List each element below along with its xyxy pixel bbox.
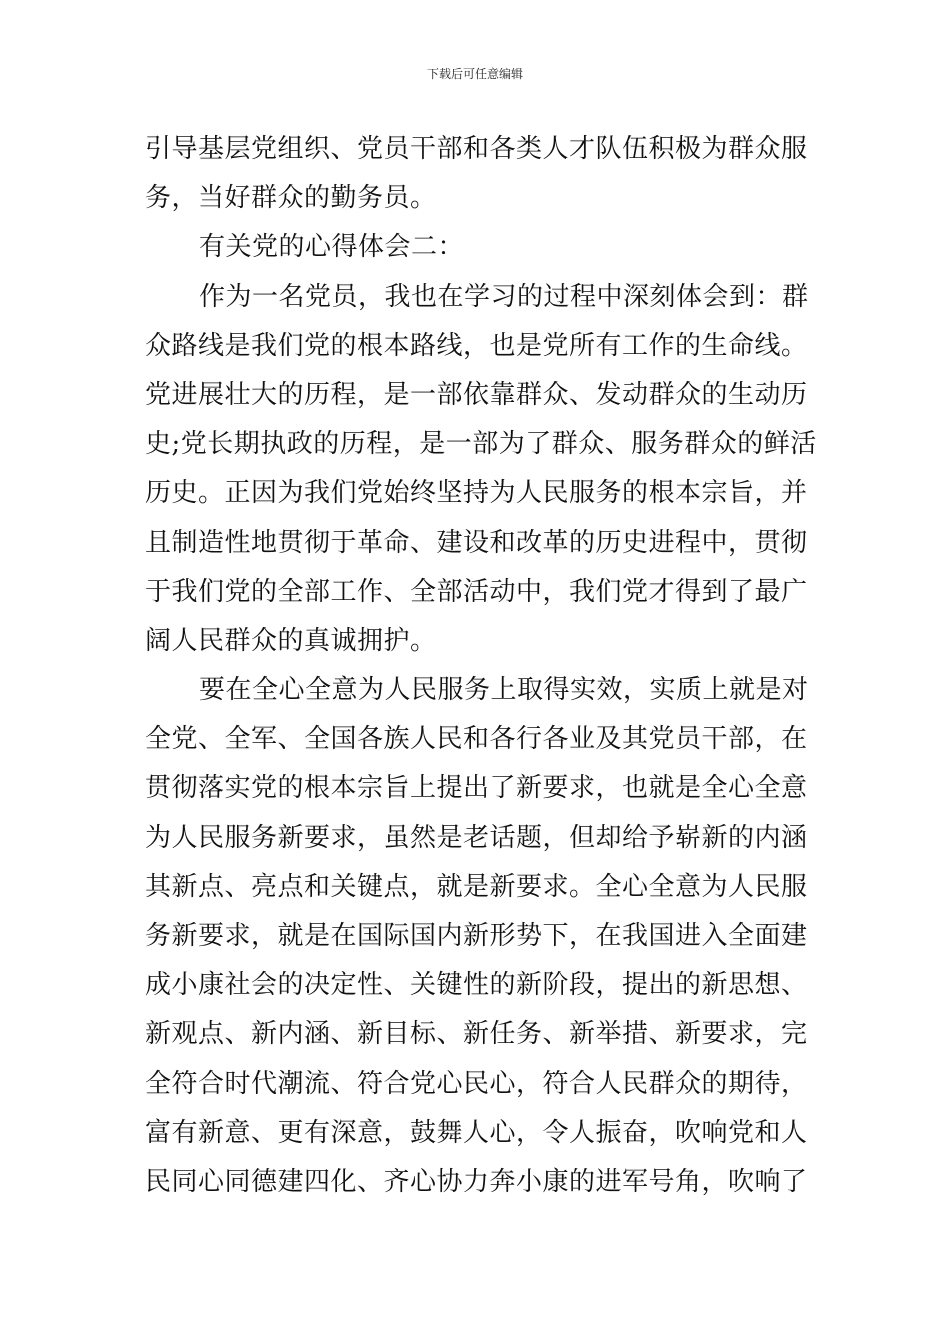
text-line: 于我们党的全部工作、全部活动中，我们党才得到了最广 bbox=[145, 576, 808, 607]
text-line: 全党、全军、全国各族人民和各行各业及其党员干部，在 bbox=[145, 724, 808, 755]
text-line: 贯彻落实党的根本宗旨上提出了新要求，也就是全心全意 bbox=[145, 773, 808, 804]
text-line: 务新要求，就是在国际国内新形势下，在我国进入全面建 bbox=[145, 921, 808, 951]
text-line: 史;党长期执政的历程，是一部为了群众、服务群众的鲜活 bbox=[145, 429, 817, 460]
text-line: 务，当好群众的勤务员。 bbox=[145, 183, 437, 214]
text-line: 引导基层党组织、党员干部和各类人才队伍积极为群众服 bbox=[145, 134, 808, 164]
text-line: 要在全心全意为人民服务上取得实效，实质上就是对 bbox=[199, 675, 809, 706]
text-line: 阔人民群众的真诚拥护。 bbox=[145, 625, 437, 656]
text-line: 有关党的心得体会二： bbox=[199, 232, 465, 263]
text-line: 众路线是我们党的根本路线，也是党所有工作的生命线。 bbox=[145, 330, 808, 361]
text-line: 党进展壮大的历程，是一部依靠群众、发动群众的生动历 bbox=[145, 379, 808, 410]
text-line: 历史。正因为我们党始终坚持为人民服务的根本宗旨，并 bbox=[145, 478, 808, 509]
text-line: 其新点、亮点和关键点，就是新要求。全心全意为人民服 bbox=[145, 871, 808, 902]
text-line: 民同心同德建四化、齐心协力奔小康的进军号角，吹响了 bbox=[145, 1166, 808, 1197]
body-text bbox=[145, 125, 815, 1207]
text-line: 新观点、新内涵、新目标、新任务、新举措、新要求，完 bbox=[145, 1019, 808, 1050]
text-line: 全符合时代潮流、符合党心民心，符合人民群众的期待， bbox=[145, 1068, 808, 1099]
text-line: 为人民服务新要求，虽然是老话题，但却给予崭新的内涵 bbox=[145, 822, 808, 853]
text-line: 且制造性地贯彻于革命、建设和改革的历史进程中，贯彻 bbox=[145, 527, 808, 558]
text-line: 富有新意、更有深意，鼓舞人心，令人振奋，吹响党和人 bbox=[145, 1117, 808, 1148]
page-header: 下载后可任意编辑 bbox=[426, 67, 523, 81]
text-line: 成小康社会的决定性、关键性的新阶段，提出的新思想、 bbox=[145, 970, 808, 1001]
text-line: 作为一名党员，我也在学习的过程中深刻体会到：群 bbox=[199, 281, 809, 312]
